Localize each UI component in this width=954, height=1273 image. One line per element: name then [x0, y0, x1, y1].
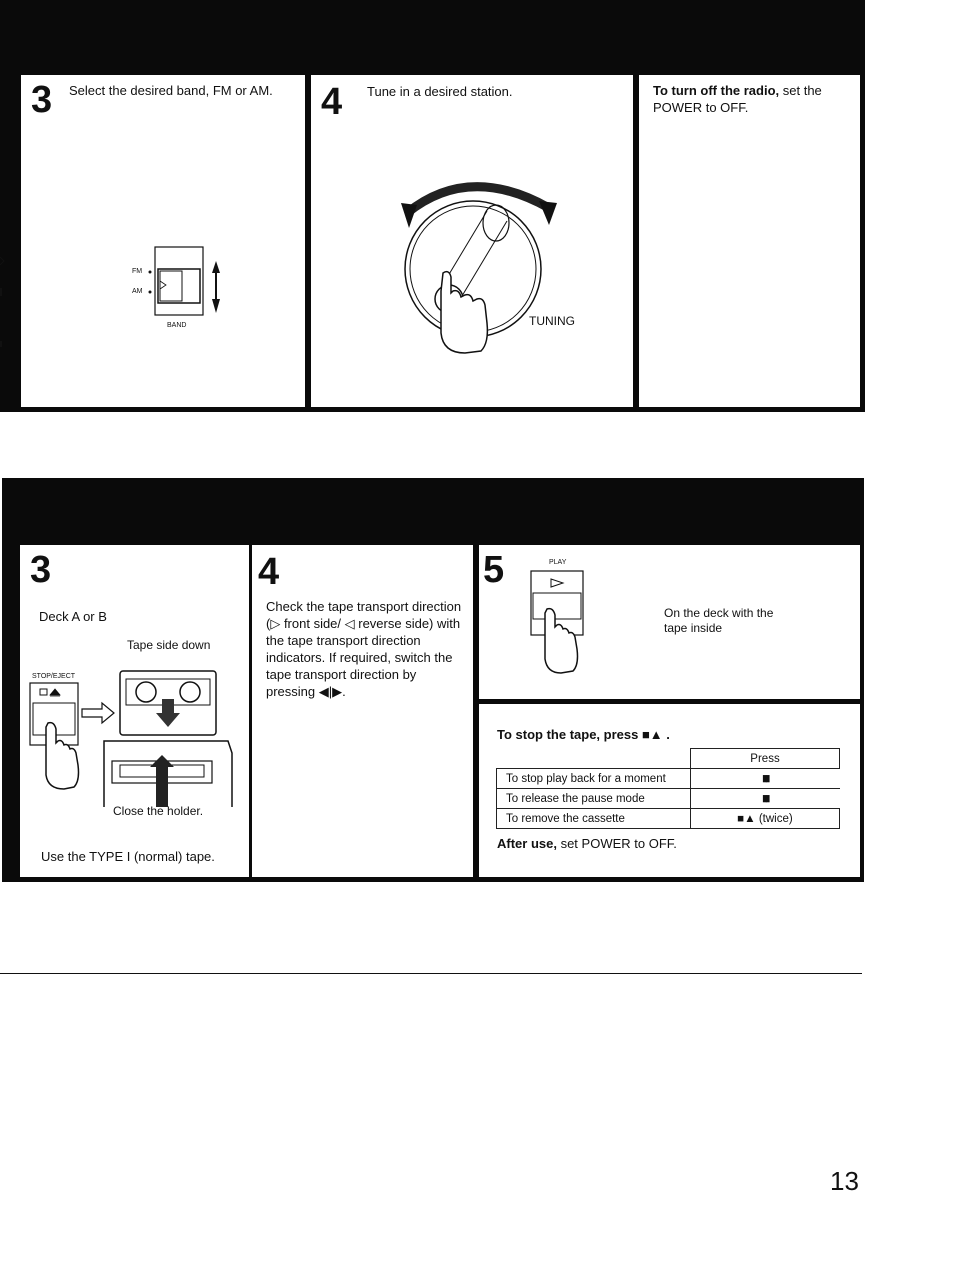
- stop-operations-table: [496, 748, 840, 829]
- row-press: ■▲ (twice): [691, 809, 840, 829]
- deck-text: Deck A or B: [39, 609, 107, 624]
- tape-stop-panel: [479, 704, 860, 877]
- am-label: AM: [132, 288, 143, 295]
- step-instruction: Check the tape transport direction (▷ front side/ ◁ reverse side) with the tape transport direction indicators. If required, switch the tape transport direction by pressing ◀|▶.: [266, 599, 462, 699]
- close-holder-text: Close the holder.: [113, 804, 204, 818]
- deck-note: On the deck with the tape inside: [664, 606, 774, 635]
- after-use-note: [497, 835, 677, 852]
- row-action: To stop play back for a moment: [497, 769, 691, 789]
- radio-step4-panel: [311, 75, 636, 407]
- step-number: 3: [30, 549, 52, 591]
- play-button-illustration: [527, 569, 597, 679]
- stop-heading: To stop the tape, press ■▲ .: [497, 727, 670, 742]
- cassette-insert-illustration: [28, 657, 248, 807]
- radio-step3-panel: [21, 75, 308, 407]
- tape-type-text: Use the TYPE I (normal) tape.: [41, 849, 215, 864]
- row-action: To release the pause mode: [497, 789, 691, 809]
- tape-step3-panel: [20, 545, 252, 877]
- fm-label: FM: [132, 268, 143, 275]
- band-label: BAND: [167, 322, 187, 329]
- stop-eject-label: STOP/EJECT: [32, 673, 76, 680]
- radio-off-rest: set the POWER to OFF.: [653, 83, 822, 115]
- page-number: 13: [830, 1166, 859, 1196]
- band-switch-illustration: [146, 243, 226, 323]
- step-instruction: Select the desired band, FM or AM.: [69, 83, 273, 98]
- after-use-rest: set POWER to OFF.: [556, 836, 677, 851]
- left-edge-marks: [0, 255, 6, 355]
- table-header-row: [497, 749, 840, 769]
- step-number: 3: [31, 79, 53, 121]
- step-instruction: Tune in a desired station.: [367, 84, 513, 99]
- header-press: Press: [691, 749, 840, 769]
- radio-off-bold: To turn off the radio,: [653, 83, 780, 98]
- tape-step4-panel: [252, 545, 476, 877]
- step-number: 4: [258, 551, 280, 593]
- row-press: ▮▮: [691, 789, 840, 809]
- table-row: [497, 789, 840, 809]
- tape-side-text: Tape side down: [127, 638, 211, 652]
- tuning-label: TUNING: [529, 314, 575, 328]
- step-number: 4: [321, 81, 343, 123]
- table-row: [497, 809, 840, 829]
- table-row: [497, 769, 840, 789]
- footer-rule: [0, 973, 862, 974]
- step-number: 5: [483, 549, 505, 591]
- tape-step5-panel: [479, 545, 860, 699]
- row-action: To remove the cassette: [497, 809, 691, 829]
- radio-off-panel: [639, 75, 860, 407]
- row-press: ▮▮: [691, 769, 840, 789]
- radio-off-note: [653, 82, 853, 116]
- tuning-dial-illustration: [399, 173, 559, 363]
- after-use-bold: After use,: [497, 836, 557, 851]
- play-label: PLAY: [549, 559, 567, 566]
